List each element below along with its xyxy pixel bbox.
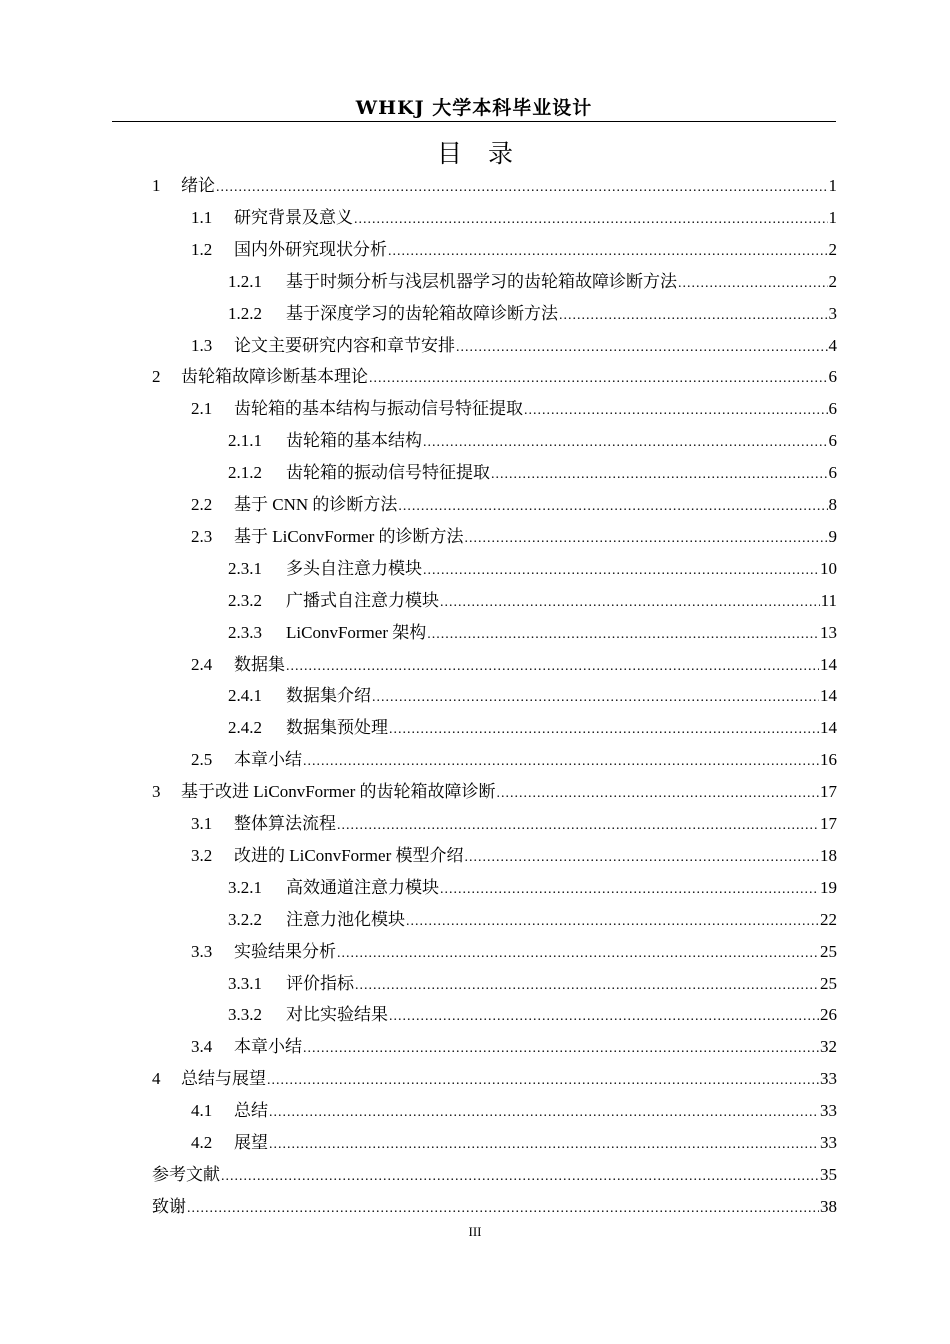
toc-leader-dots (372, 683, 819, 713)
toc-leader-dots (216, 173, 828, 203)
toc-entry[interactable] (152, 777, 837, 807)
toc-entry-page: 35 (820, 1165, 837, 1184)
toc-entry-title: 高效通道注意力模块 (286, 878, 439, 897)
toc-entry-number: 3.3.1 (228, 974, 262, 993)
toc-entry-page: 6 (828, 399, 837, 418)
toc-entry[interactable] (228, 458, 837, 488)
toc-entry[interactable] (228, 426, 837, 456)
toc-entry-page: 38 (820, 1197, 837, 1216)
header-rule (112, 121, 836, 122)
toc-entry[interactable] (191, 841, 837, 871)
toc-leader-dots (423, 556, 819, 586)
toc-entry-page: 17 (820, 782, 837, 801)
toc-leader-dots (497, 779, 820, 809)
toc-entry-page: 25 (820, 942, 837, 961)
toc-entry-number: 1.1 (191, 208, 213, 227)
toc-entry-page: 14 (820, 655, 837, 674)
toc-leader-dots (269, 1130, 819, 1160)
toc-entry-number: 4 (152, 1069, 161, 1088)
toc-entry-title: 注意力池化模块 (286, 910, 405, 929)
toc-entry[interactable] (191, 809, 837, 839)
toc-entry-title: 整体算法流程 (234, 814, 336, 833)
toc-entry-title: 基于深度学习的齿轮箱故障诊断方法 (286, 304, 558, 323)
toc-leader-dots (440, 588, 820, 618)
toc-leader-dots (221, 1162, 819, 1192)
toc-entry[interactable] (152, 1192, 837, 1222)
toc-entry-number: 3.1 (191, 814, 213, 833)
page-number: III (468, 1224, 482, 1239)
toc-leader-dots (354, 205, 828, 235)
toc-leader-dots (337, 939, 819, 969)
toc-entry-title: 基于改进 LiConvFormer 的齿轮箱故障诊断 (181, 782, 496, 801)
toc-entry[interactable] (191, 203, 837, 233)
toc-entry-page: 26 (820, 1005, 837, 1024)
toc-leader-dots (389, 1002, 819, 1032)
toc-entry-number: 3.4 (191, 1037, 213, 1056)
toc-entry-number: 3.3.2 (228, 1005, 262, 1024)
toc-leader-dots (337, 811, 819, 841)
toc-leader-dots (440, 875, 819, 905)
toc-entry-title: 广播式自注意力模块 (286, 591, 439, 610)
toc-entry-title: 基于 LiConvFormer 的诊断方法 (234, 527, 464, 546)
toc-leader-dots (465, 843, 820, 873)
toc-entry-title: LiConvFormer 架构 (286, 623, 427, 642)
toc-entry-number: 1.3 (191, 336, 213, 355)
toc-entry[interactable] (152, 1064, 837, 1094)
toc-entry[interactable] (228, 1000, 837, 1030)
toc-entry-number: 1.2.1 (228, 272, 262, 291)
toc-entry-title: 基于 CNN 的诊断方法 (234, 495, 398, 514)
toc-entry-title: 致谢 (152, 1197, 186, 1216)
toc-entry-page: 33 (820, 1101, 837, 1120)
toc-entry-title: 改进的 LiConvFormer 模型介绍 (234, 846, 464, 865)
toc-leader-dots (269, 1098, 819, 1128)
toc-entry-page: 2 (828, 240, 837, 259)
toc-entry-number: 2.1.1 (228, 431, 262, 450)
toc-entry-number: 4.1 (191, 1101, 213, 1120)
toc-entry[interactable] (228, 713, 837, 743)
toc-entry[interactable] (191, 650, 837, 680)
toc-entry-title: 数据集 (234, 655, 285, 674)
toc-entry-title: 总结 (234, 1101, 268, 1120)
toc-title-left: 目 (436, 139, 462, 168)
toc-entry-number: 2.4.1 (228, 686, 262, 705)
toc-entry-title: 对比实验结果 (286, 1005, 388, 1024)
toc-entry[interactable] (228, 586, 837, 616)
toc-entry-page: 4 (828, 336, 837, 355)
toc-entry-number: 2.5 (191, 750, 213, 769)
page-header: WHKJ 大学本科毕业设计 (355, 97, 593, 119)
toc-entry[interactable] (228, 873, 837, 903)
toc-entry-number: 3.2.1 (228, 878, 262, 897)
toc-leader-dots (389, 715, 819, 745)
toc-entry-title: 多头自注意力模块 (286, 559, 422, 578)
toc-entry-number: 2.3.1 (228, 559, 262, 578)
toc-entry-title: 研究背景及意义 (234, 208, 353, 227)
toc-entry-title: 齿轮箱的振动信号特征提取 (286, 463, 490, 482)
toc-entry-page: 6 (828, 367, 837, 386)
toc-entry-page: 22 (820, 910, 837, 929)
toc-entry-title: 基于时频分析与浅层机器学习的齿轮箱故障诊断方法 (286, 272, 677, 291)
toc-entry[interactable] (191, 490, 837, 520)
toc-entry-page: 6 (828, 431, 837, 450)
toc-entry[interactable] (228, 905, 837, 935)
toc-title (0, 134, 950, 170)
toc-entry-title: 数据集介绍 (286, 686, 371, 705)
toc-entry-number: 2.1.2 (228, 463, 262, 482)
toc-entry[interactable] (152, 362, 837, 392)
toc-leader-dots (286, 652, 819, 682)
toc-entry[interactable] (191, 235, 837, 265)
toc-entry-page: 6 (828, 463, 837, 482)
toc-entry-number: 2.4.2 (228, 718, 262, 737)
toc-entry-number: 3.3 (191, 942, 213, 961)
toc-entry-title: 论文主要研究内容和章节安排 (234, 336, 455, 355)
toc-leader-dots (267, 1066, 819, 1096)
toc-entry-number: 2.4 (191, 655, 213, 674)
toc-entry-page: 25 (820, 974, 837, 993)
toc-entry-number: 3.2 (191, 846, 213, 865)
toc-entry-page: 11 (820, 591, 837, 610)
toc-entry[interactable] (228, 969, 837, 999)
toc-entry-page: 33 (820, 1133, 837, 1152)
toc-entry-page: 19 (820, 878, 837, 897)
toc-entry-page: 16 (820, 750, 837, 769)
toc-entry-number: 1.2.2 (228, 304, 262, 323)
toc-entry-number: 2 (152, 367, 161, 386)
toc-leader-dots (187, 1194, 819, 1224)
toc-entry-number: 1.2 (191, 240, 213, 259)
toc-entry[interactable] (228, 299, 837, 329)
toc-entry-number: 2.3.3 (228, 623, 262, 642)
toc-leader-dots (369, 364, 828, 394)
toc-entry-page: 1 (828, 176, 837, 195)
toc-entry-title: 展望 (234, 1133, 268, 1152)
toc-entry-page: 9 (828, 527, 837, 546)
toc-entry-page: 8 (828, 495, 837, 514)
toc-entry-page: 33 (820, 1069, 837, 1088)
toc-entry-title: 总结与展望 (181, 1069, 266, 1088)
toc-entry[interactable] (152, 1160, 837, 1190)
toc-entry-number: 2.1 (191, 399, 213, 418)
toc-entry-page: 2 (828, 272, 837, 291)
toc-entry-title: 评价指标 (286, 974, 354, 993)
toc-entry-page: 1 (828, 208, 837, 227)
toc-entry-number: 2.3.2 (228, 591, 262, 610)
toc-entry-title: 数据集预处理 (286, 718, 388, 737)
toc-leader-dots (388, 237, 828, 267)
toc-entry-page: 17 (820, 814, 837, 833)
toc-entry-number: 2.2 (191, 495, 213, 514)
toc-entry[interactable] (191, 745, 837, 775)
toc-title-right: 录 (488, 139, 514, 168)
toc-entry[interactable] (191, 1128, 837, 1158)
toc-entry-number: 2.3 (191, 527, 213, 546)
toc-entry[interactable] (228, 681, 837, 711)
toc-entry-title: 本章小结 (234, 1037, 302, 1056)
toc-entry-page: 18 (820, 846, 837, 865)
toc-leader-dots (303, 1034, 819, 1064)
toc-entry-title: 参考文献 (152, 1165, 220, 1184)
toc-entry-title: 绪论 (181, 176, 215, 195)
toc-entry[interactable] (191, 937, 837, 967)
toc-entry[interactable] (191, 522, 837, 552)
toc-leader-dots (559, 301, 828, 331)
toc-entry[interactable] (191, 394, 837, 424)
toc-entry-page: 14 (820, 718, 837, 737)
toc-entry[interactable] (228, 618, 837, 648)
toc-entry[interactable] (191, 1096, 837, 1126)
toc-entry-title: 齿轮箱的基本结构与振动信号特征提取 (234, 399, 523, 418)
toc-leader-dots (423, 428, 828, 458)
toc-entry-title: 国内外研究现状分析 (234, 240, 387, 259)
toc-entry-page: 32 (820, 1037, 837, 1056)
toc-entry[interactable] (191, 331, 837, 361)
toc-entry-number: 4.2 (191, 1133, 213, 1152)
toc-leader-dots (427, 620, 819, 650)
toc-entry-number: 1 (152, 176, 161, 195)
toc-leader-dots (491, 460, 828, 490)
toc-entry[interactable] (191, 1032, 837, 1062)
toc-entry-title: 本章小结 (234, 750, 302, 769)
toc-entry-page: 14 (820, 686, 837, 705)
toc-entry[interactable] (228, 554, 837, 584)
toc-entry-number: 3.2.2 (228, 910, 262, 929)
toc-leader-dots (303, 747, 819, 777)
toc-leader-dots (456, 333, 828, 363)
toc-entry-title: 齿轮箱的基本结构 (286, 431, 422, 450)
toc-entry-title: 实验结果分析 (234, 942, 336, 961)
toc-leader-dots (406, 907, 819, 937)
toc-leader-dots (678, 269, 828, 299)
toc-entry-number: 3 (152, 782, 161, 801)
toc-leader-dots (355, 971, 819, 1001)
toc-entry-page: 13 (820, 623, 837, 642)
toc-entry-title: 齿轮箱故障诊断基本理论 (181, 367, 368, 386)
toc-entry-page: 10 (820, 559, 837, 578)
toc-leader-dots (398, 492, 827, 522)
toc-entry[interactable] (228, 267, 837, 297)
toc-leader-dots (524, 396, 828, 426)
toc-entry-page: 3 (828, 304, 837, 323)
toc-entry[interactable] (152, 171, 837, 201)
toc-leader-dots (465, 524, 828, 554)
